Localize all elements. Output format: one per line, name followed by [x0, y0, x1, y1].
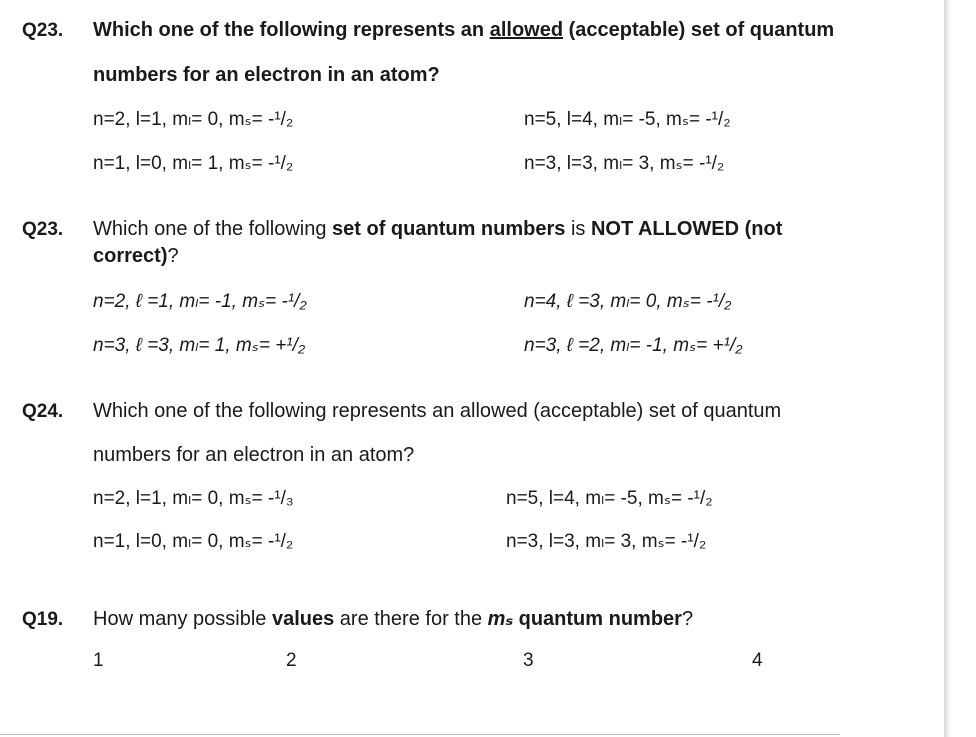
page-bottom-divider — [0, 734, 840, 735]
option-a: n=2, ℓ =1, mₗ= -1, mₛ= -¹/₂ — [93, 291, 307, 312]
question-number: Q24. — [22, 401, 64, 422]
option-c: n=1, l=0, mₗ= 0, mₛ= -¹/₂ — [93, 531, 294, 552]
question-text-bold: set of quantum numbers — [332, 218, 566, 240]
option-a: n=2, l=1, mₗ= 0, mₛ= -¹/₂ — [93, 109, 294, 130]
question-text-symbol: mₛ — [487, 608, 514, 630]
question-text-part: Which one of the following represents an — [93, 19, 490, 41]
question-text — [93, 216, 853, 270]
question-number: Q19. — [22, 609, 64, 630]
question-text-part: ? — [681, 608, 694, 630]
question-text-line2: numbers for an electron in an atom? — [93, 64, 440, 86]
option-d: 4 — [752, 650, 763, 671]
option-c: 3 — [523, 650, 534, 671]
question-text-part: ? — [167, 245, 179, 267]
page-edge-shadow — [944, 0, 952, 737]
option-b: n=5, l=4, mₗ= -5, mₛ= -¹/₂ — [506, 488, 713, 509]
option-a: 1 — [93, 650, 104, 671]
question-text-bold: values — [271, 608, 335, 630]
option-c: n=3, ℓ =3, mₗ= 1, mₛ= +¹/₂ — [93, 335, 306, 356]
question-text-underlined: allowed — [489, 19, 564, 41]
option-d: n=3, ℓ =2, mₗ= -1, mₛ= +¹/₂ — [524, 335, 743, 356]
question-number: Q23. — [22, 20, 64, 41]
question-text-part: How many possible — [93, 608, 272, 630]
option-b: n=5, l=4, mₗ= -5, mₛ= -¹/₂ — [524, 109, 731, 130]
question-text-line2: numbers for an electron in an atom? — [93, 444, 415, 466]
option-b: 2 — [286, 650, 297, 671]
question-text-part: (acceptable) set of quantum — [563, 19, 835, 41]
question-text-part: Which one of the following — [93, 218, 333, 240]
question-text-bold: NOT ALLOWED (not correct) — [93, 218, 783, 267]
option-c: n=1, l=0, mₗ= 1, mₛ= -¹/₂ — [93, 153, 294, 174]
question-text-part: are there for the — [334, 608, 488, 630]
option-b: n=4, ℓ =3, mₗ= 0, mₛ= -¹/₂ — [524, 291, 732, 312]
option-d: n=3, l=3, mₗ= 3, mₛ= -¹/₂ — [506, 531, 707, 552]
question-number: Q23. — [22, 219, 64, 240]
question-text — [93, 17, 893, 44]
question-text — [93, 606, 893, 633]
option-d: n=3, l=3, mₗ= 3, mₛ= -¹/₂ — [524, 153, 725, 174]
question-text-line1: Which one of the following represents an allowed (acceptable) set of quantum — [93, 400, 782, 422]
question-text-bold: quantum number — [513, 608, 682, 630]
question-text-part: is — [565, 218, 591, 240]
option-a: n=2, l=1, mₗ= 0, mₛ= -¹/₃ — [93, 488, 294, 509]
